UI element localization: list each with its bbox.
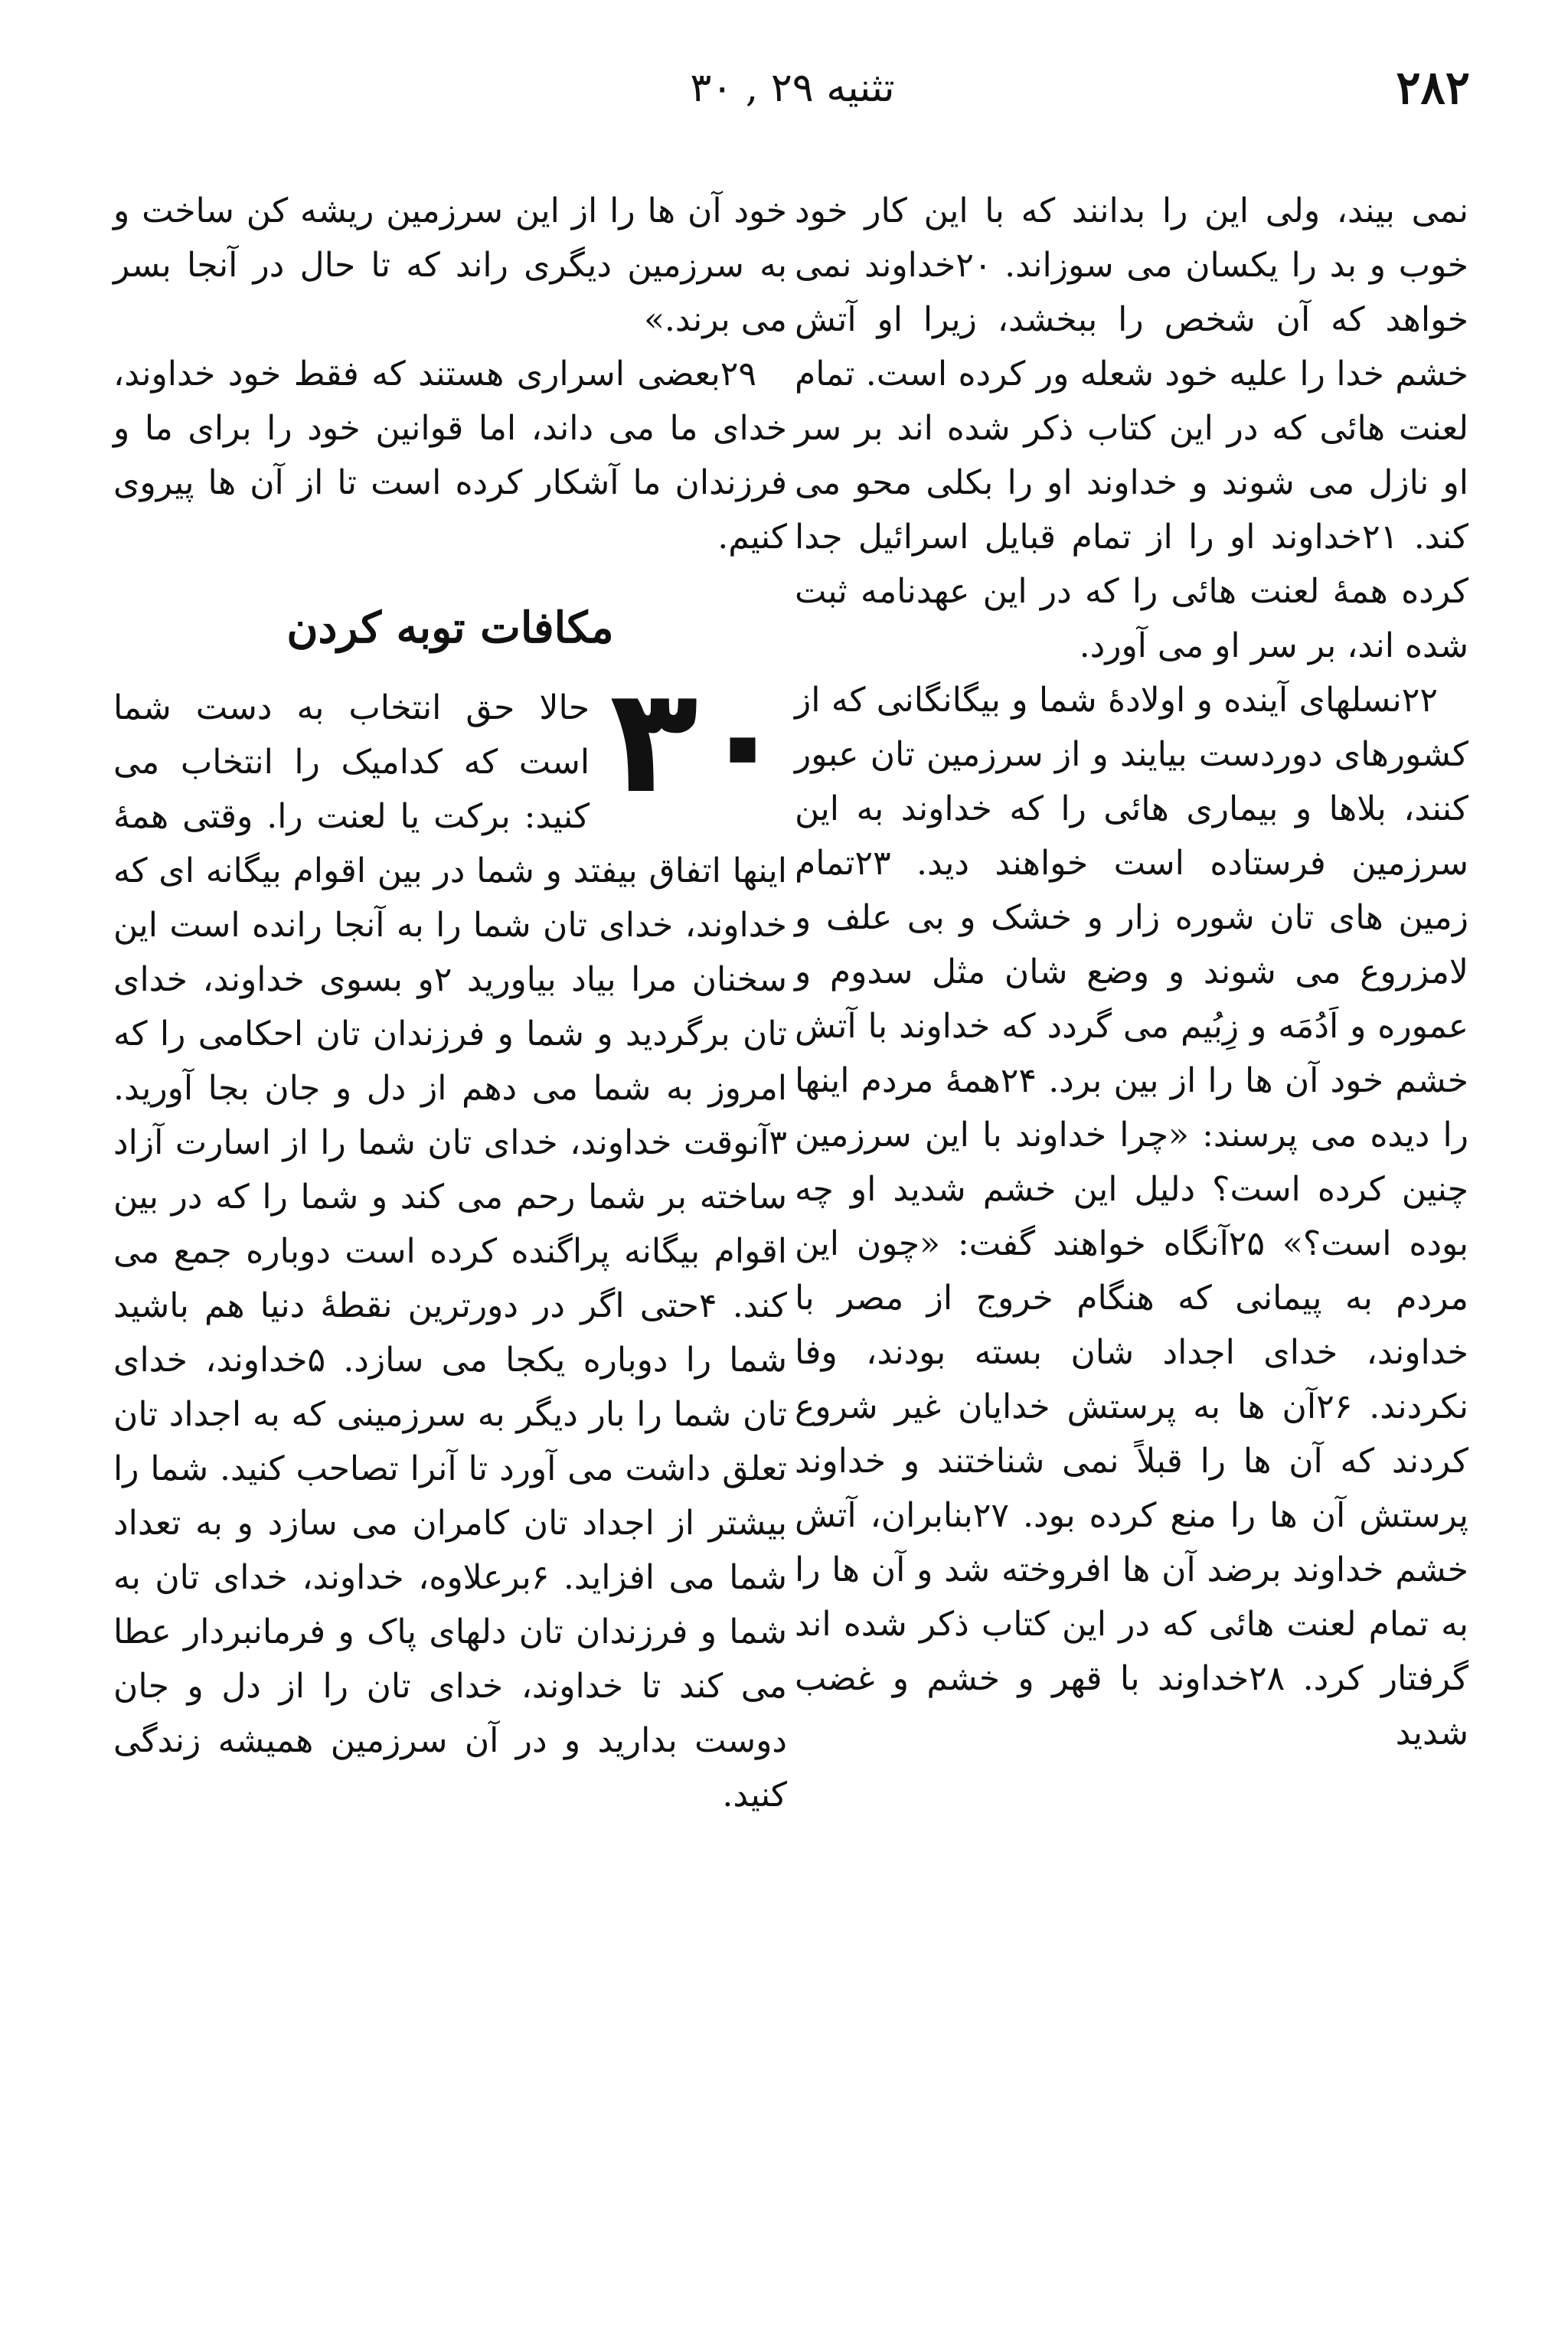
paragraph: ۲۲نسلهای آینده و اولادهٔ شما و بیگانگانی که از کشورهای دوردست بیایند و از سرزمین تان عبور کنند، بلاها و بیماری هائی را که خداوند به این سرزمین فرستاده است خواهند دید. ۲۳تمام زمین های تان شوره زار و خشک و بی علف و لامزروع می شوند و وضع شان مثل سدوم و عموره و اَدُمَه و زِبُیم می گردد که خداوند با آتش خشم خود آن ها را از بین برد. ۲۴همهٔ مردم اینها را دیده می پرسند: «چرا خداوند با این سرزمین چنین کرده است؟ دلیل این خشم شدید او چه بوده است؟» ۲۵آنگاه خواهند گفت: «چون این مردم به پیمانی که هنگام خروج از مصر با خداوند، خدای اجداد شان بسته بودند، وفا نکردند. ۲۶آن ها به پرستش خدایان غیر شروع کردند که آن ها را قبلاً نمی شناختند و خداوند پرستش آن ها را منع کرده بود. ۲۷بنابران، آتش خشم خداوند برضد آن ها افروخته شد و آن ها را به تمام لعنت هائی که در این کتاب ذکر شده اند گرفتار کرد. ۲۸خداوند با قهر و خشم و غضب شدید [795, 681, 1469, 1753]
paragraph: خود آن ها را از این سرزمین ریشه کن ساخت و به سرزمین دیگری راند که تا حال در آنجا بسر می برند.» [113, 191, 787, 339]
section-heading: مکافات توبه کردن [286, 603, 614, 653]
chapter-number: ۳۰ [609, 656, 787, 825]
left-column [113, 184, 787, 1822]
running-head: تثنیه ۲۹ , ۳۰ [690, 65, 895, 111]
page-header [115, 54, 1470, 122]
chapter-text: حالا حق انتخاب به دست شما است که کدامیک را انتخاب می کنید: برکت یا لعنت را. وقتی همهٔ اینها اتفاق بیفتد و شما در بین اقوام بیگانه ای که خداوند، خدای تان شما را به آنجا رانده است این سخنان مرا بیاد بیاورید ۲و بسوی خداوند، خدای تان برگردید و شما و فرزندان تان احکامی را که امروز به شما می دهم از دل و جان بجا آورید. ۳آنوقت خداوند، خدای تان شما را از اسارت آزاد ساخته بر شما رحم می کند و شما را که در بین اقوام بیگانه پراگنده کرده است دوباره جمع می کند. ۴حتی اگر در دورترین نقطهٔ دنیا هم باشید شما را دوباره یکجا می سازد. ۵خداوند، خدای تان شما را بار دیگر به سرزمینی که به اجداد تان تعلق داشت می آورد تا آنرا تصاحب کنید. شما را بیشتر از اجداد تان کامران می سازد و به تعداد شما می افزاید. ۶برعلاوه، خداوند، خدای تان به شما و فرزندان تان دلهای پاک و فرمانبردار عطا می کند تا خداوند، خدای تان را از دل و جان دوست بدارید و در آن سرزمین همیشه زندگی کنید. [113, 688, 788, 1815]
chapter-block [113, 656, 788, 1822]
paragraph: ۲۹بعضی اسراری هستند که فقط خود خداوند، خدای ما می داند، اما قوانین خود را برای ما و فرزندان ما آشکار کرده است تا از آن ها پیروی کنیم. [113, 354, 787, 557]
page-number: ۲۸۲ [1396, 61, 1470, 115]
right-column [795, 184, 1468, 1760]
paragraph: نمی بیند، ولی این را بدانند که با این کار خود خوب و بد را یکسان می سوزاند. ۲۰خداوند نمی خواهد که آن شخص را ببخشد، زیرا او آتش خشم خدا را علیه خود شعله ور کرده است. تمام لعنت هائی که در این کتاب ذکر شده اند بر سر او نازل می شوند و خداوند او را بکلی محو می کند. ۲۱خداوند او را از تمام قبایل اسرائیل جدا کرده همهٔ لعنت هائی را که در این عهدنامه ثبت شده اند، بر سر او می آورد. [795, 191, 1469, 665]
